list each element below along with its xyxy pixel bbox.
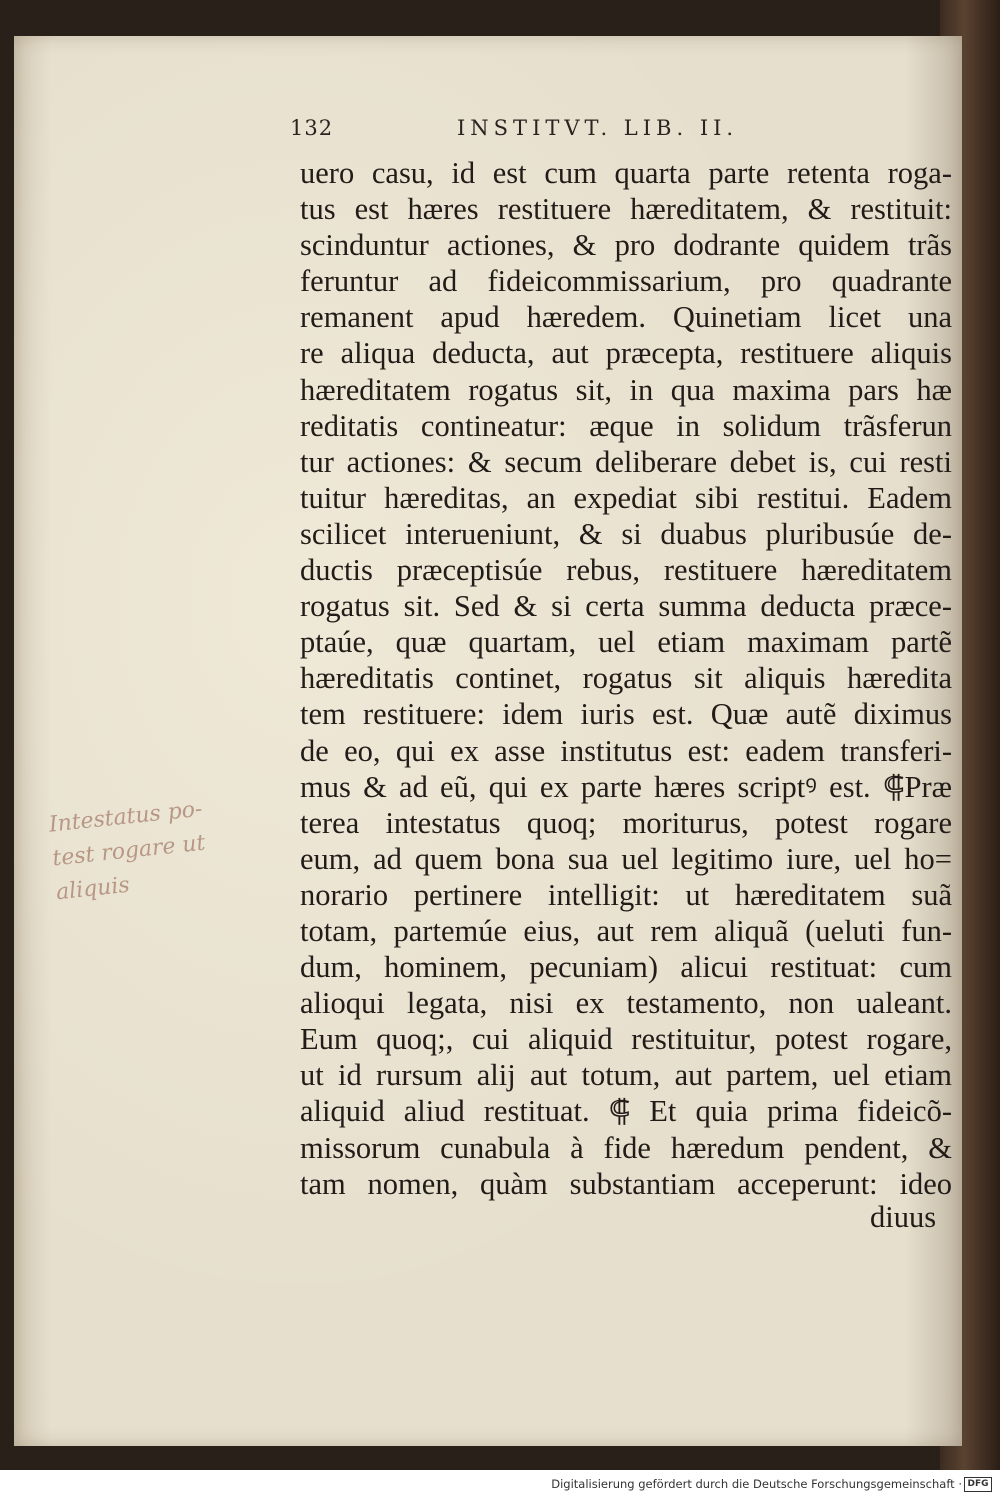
text-line: remanent apud hæredem. Quinetiam licet una [300, 300, 952, 335]
running-title: INSTITVT. LIB. II. [457, 116, 739, 140]
marginal-note-line: test rogare ut [51, 830, 207, 872]
body-text [300, 155, 952, 1202]
text-line: ut id rursum alij aut totum, aut partem, uel etiam [300, 1058, 952, 1093]
folio-number: 132 [290, 116, 334, 140]
digitization-footer [0, 1470, 1000, 1498]
text-line: scinduntur actiones, & pro dodrante quidem trãs [300, 228, 952, 263]
text-line: dum, hominem, pecuniam) alicui restituat: cum [300, 950, 952, 985]
text-line: tem restituere: idem iuris est. Quæ autẽ diximus [300, 697, 952, 732]
text-line: totam, partemúe eius, aut rem aliquã (ueluti fun- [300, 913, 952, 948]
text-line: hæreditatis continet, rogatus sit aliquis hæredita [300, 661, 952, 696]
text-line: de eo, qui ex asse institutus est: eadem transferi- [300, 733, 952, 768]
text-line: rogatus sit. Sed & si certa summa deducta præce- [300, 589, 952, 624]
text-line: ductis præceptisúe rebus, restituere hæreditatem [300, 553, 952, 588]
footer-credit: Digitalisierung gefördert durch die Deutsche Forschungsgemeinschaft · [551, 1477, 962, 1491]
text-line: uero casu, id est cum quarta parte retenta roga- [300, 156, 952, 190]
text-line: terea intestatus quoq; moriturus, potest rogare [300, 805, 952, 840]
catchword: diuus [870, 1200, 937, 1234]
text-line: tam nomen, quàm substantiam acceperunt: ideo [300, 1166, 952, 1201]
text-line: tur actiones: & secum deliberare debet is, cui resti [300, 444, 952, 479]
marginal-note-line: Intestatus po- [47, 796, 204, 838]
text-line: scilicet interueniunt, & si duabus pluribusúe de- [300, 516, 952, 551]
dfg-logo: DFG [964, 1477, 992, 1492]
text-line: ptaúe, quæ quartam, uel etiam maximam partẽ [300, 625, 952, 660]
text-line: eum, ad quem bona sua uel legitimo iure, uel ho= [300, 841, 952, 876]
text-line: alioqui legata, nisi ex testamento, non ualeant. [300, 986, 952, 1021]
text-line: feruntur ad fideicommissarium, pro quadrante [300, 264, 952, 299]
text-line: re aliqua deducta, aut præcepta, restituere aliquis [300, 336, 952, 371]
text-line: reditatis contineatur: æque in solidum trãsferun [300, 408, 952, 443]
text-line: hæreditatem rogatus sit, in qua maxima pars hæ [300, 372, 952, 407]
text-line: aliquid aliud restituat. ⸿ Et quia prima fideicõ- [300, 1094, 952, 1129]
text-line: missorum cunabula à fide hæredum pendent, & [300, 1130, 952, 1165]
text-line: tuitur hæreditas, an expediat sibi restitui. Eadem [300, 480, 952, 515]
page-header [290, 116, 950, 146]
text-line: Eum quoq;, cui aliquid restituitur, potest rogare, [300, 1022, 952, 1057]
text-line: norario pertinere intelligit: ut hæreditatem suã [300, 877, 952, 912]
text-line: mus & ad eũ, qui ex parte hæres scriptꝰ est. ⸿Præ [300, 769, 952, 804]
marginal-note-line: aliquis [54, 872, 131, 906]
text-line: tus est hæres restituere hæreditatem, & restituit: [300, 192, 952, 227]
